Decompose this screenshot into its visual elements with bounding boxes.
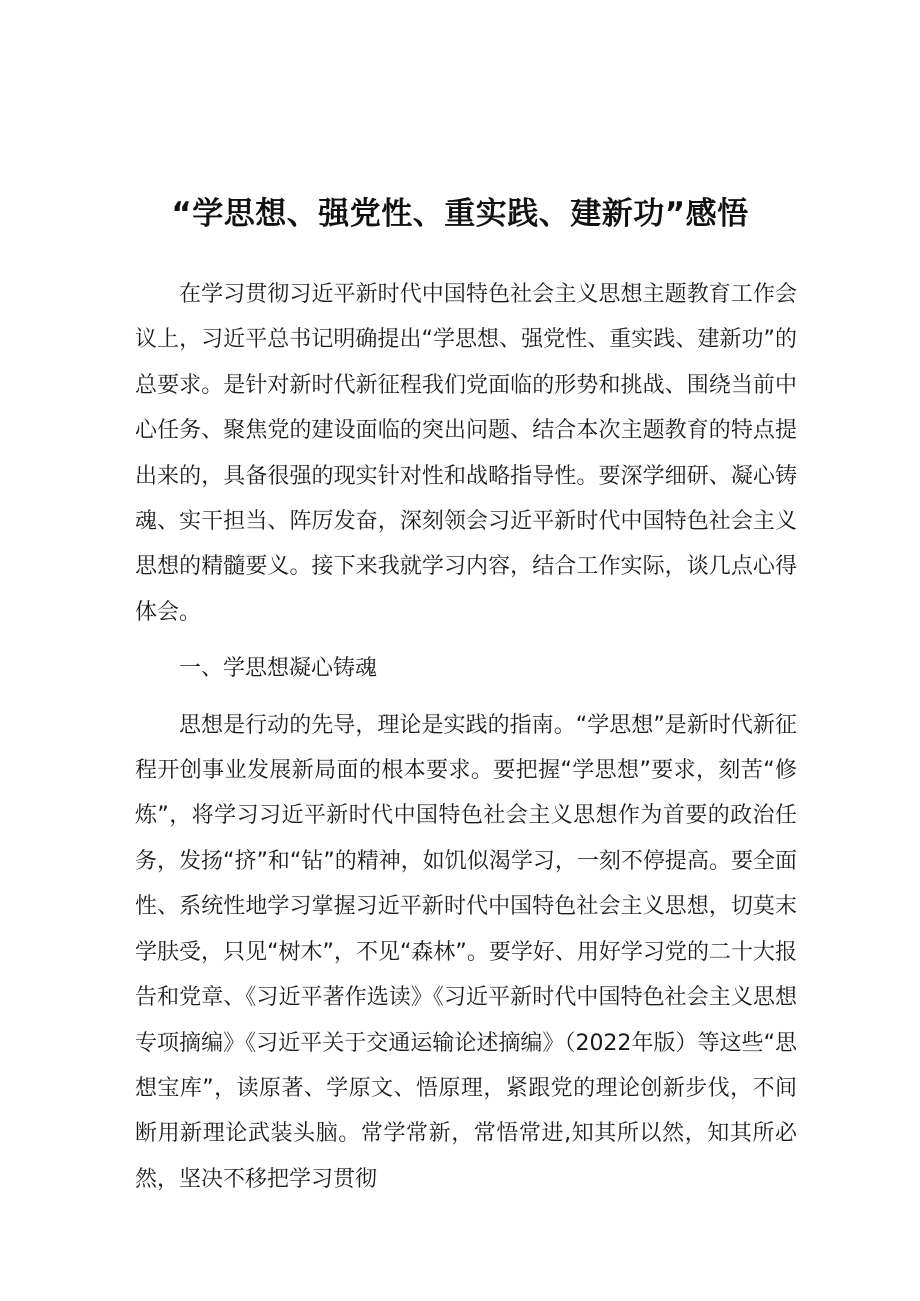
section-paragraph: 思想是行动的先导，理论是实践的指南。“学思想”是新时代新征程开创事业发展新局面的根本要求。要把握“学思想”要求，刻苦“修炼”，将学习习近平新时代中国特色社会主义思想作为首要的政治任务，发扬“挤”和“钻”的精神，如饥似渴学习，一刻不停提高。要全面性、系统性地学习掌握习近平新时代中国特色社会主义思想，切莫末学肤受，只见“树木”，不见“森林”。要学好、用好学习党的二十大报告和党章、《习近平著作选读》《习近平新时代中国特色社会主义思想专项摘编》《习近平关于交通运输论述摘编》（2022年版）等这些“思想宝库”，读原著、学原文、悟原理，紧跟党的理论创新步伐，不间断用新理论武装头脑。常学常新，常悟常进,知其所以然，知其所必然，坚决不移把学习贯彻 [135,712,797,1192]
document-title: “学思想、强党性、重实践、建新功”感悟 [171,196,749,232]
document-body [135,272,797,1202]
intro-paragraph: 在学习贯彻习近平新时代中国特色社会主义思想主题教育工作会议上，习近平总书记明确提出“学思想、强党性、重实践、建新功”的总要求。是针对新时代新征程我们党面临的形势和挑战、围绕当前中心任务、聚焦党的建设面临的突出问题、结合本次主题教育的特点提出来的，具备很强的现实针对性和战略指导性。要深学细研、凝心铸魂、实干担当、阵厉发奋，深刻领会习近平新时代中国特色社会主义思想的精髓要义。接下来我就学习内容，结合工作实际，谈几点心得体会。 [135,282,797,625]
section-heading: 一、学思想凝心铸魂 [179,656,378,682]
